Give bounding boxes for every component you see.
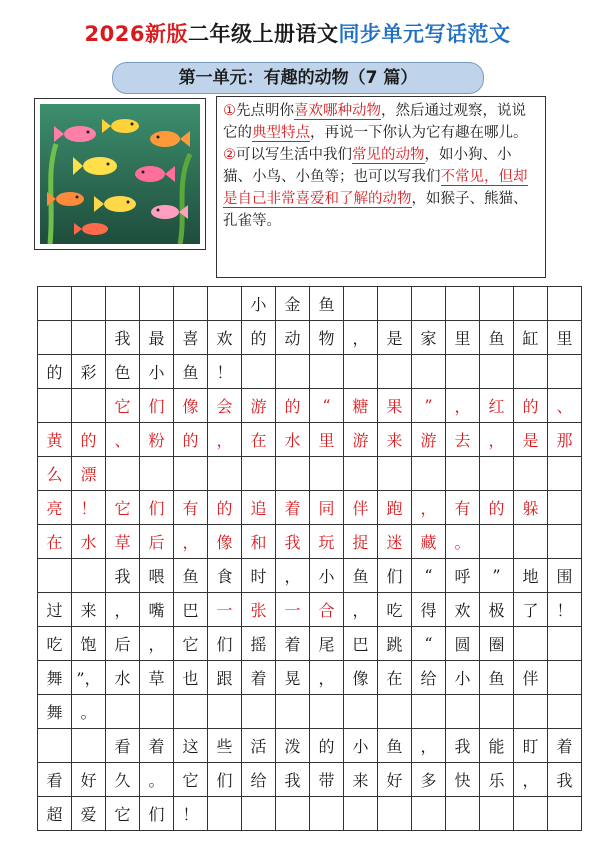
grid-cell — [242, 695, 276, 729]
grid-cell: 喜 — [174, 321, 208, 355]
grid-cell — [514, 287, 548, 321]
tip-text: 可以写生活中我们 — [236, 147, 352, 163]
grid-cell: 家 — [412, 321, 446, 355]
grid-cell: 我 — [276, 525, 310, 559]
grid-cell: 来 — [72, 593, 106, 627]
grid-cell — [310, 797, 344, 831]
grid-cell: 给 — [412, 661, 446, 695]
grid-cell — [174, 457, 208, 491]
grid-cell: ！ — [174, 797, 208, 831]
grid-row — [38, 423, 582, 457]
grid-cell: 看 — [106, 729, 140, 763]
grid-cell: 像 — [208, 525, 242, 559]
grid-cell: 围 — [548, 559, 582, 593]
grid-cell — [344, 287, 378, 321]
grid-cell: 鱼 — [310, 287, 344, 321]
grid-row — [38, 661, 582, 695]
grid-cell: 极 — [480, 593, 514, 627]
grid-cell: 多 — [412, 763, 446, 797]
grid-cell: 像 — [174, 389, 208, 423]
grid-cell — [446, 797, 480, 831]
grid-cell: 躲 — [514, 491, 548, 525]
grid-cell — [140, 287, 174, 321]
grid-cell: 跟 — [208, 661, 242, 695]
grid-cell: 的 — [310, 729, 344, 763]
grid-cell: 尾 — [310, 627, 344, 661]
grid-cell: 游 — [344, 423, 378, 457]
grid-cell: 里 — [310, 423, 344, 457]
grid-cell: 超 — [38, 797, 72, 831]
grid-cell — [208, 695, 242, 729]
grid-cell: 的 — [480, 491, 514, 525]
grid-cell — [480, 695, 514, 729]
grid-cell: 们 — [140, 389, 174, 423]
grid-cell: 好 — [378, 763, 412, 797]
grid-cell: 漂 — [72, 457, 106, 491]
grid-cell — [480, 457, 514, 491]
grid-cell: 给 — [242, 763, 276, 797]
grid-cell: “ — [412, 559, 446, 593]
grid-cell: 游 — [242, 389, 276, 423]
grid-cell — [514, 355, 548, 389]
grid-cell: 喂 — [140, 559, 174, 593]
grid-row — [38, 729, 582, 763]
writing-tips-box — [216, 96, 546, 278]
grid-cell: 小 — [344, 729, 378, 763]
grid-cell: 亮 — [38, 491, 72, 525]
grid-cell: 它 — [174, 763, 208, 797]
grid-cell: 些 — [208, 729, 242, 763]
grid-cell — [344, 797, 378, 831]
grid-row — [38, 797, 582, 831]
grid-cell: 伴 — [344, 491, 378, 525]
grid-row — [38, 457, 582, 491]
grid-cell: ！ — [72, 491, 106, 525]
grid-cell: 小 — [446, 661, 480, 695]
grid-row — [38, 559, 582, 593]
grid-cell: 我 — [548, 763, 582, 797]
grid-cell: 、 — [548, 389, 582, 423]
grid-cell: 水 — [276, 423, 310, 457]
grid-cell: 草 — [106, 525, 140, 559]
grid-cell: 泼 — [276, 729, 310, 763]
grid-cell — [38, 559, 72, 593]
grid-cell: 后 — [140, 525, 174, 559]
grid-cell: 迷 — [378, 525, 412, 559]
grid-cell — [412, 797, 446, 831]
grid-cell — [208, 287, 242, 321]
grid-cell: 一 — [276, 593, 310, 627]
grid-row — [38, 763, 582, 797]
grid-cell: 后 — [106, 627, 140, 661]
grid-cell: 鱼 — [174, 355, 208, 389]
grid-cell: 在 — [378, 661, 412, 695]
essay-grid — [37, 286, 582, 831]
grid-cell: 带 — [310, 763, 344, 797]
grid-cell: 活 — [242, 729, 276, 763]
grid-cell: 色 — [106, 355, 140, 389]
grid-cell — [140, 457, 174, 491]
grid-cell: 们 — [208, 763, 242, 797]
grid-row — [38, 287, 582, 321]
grid-cell: 们 — [140, 797, 174, 831]
grid-cell: 地 — [514, 559, 548, 593]
grid-cell — [72, 729, 106, 763]
grid-cell — [480, 287, 514, 321]
grid-cell: 追 — [242, 491, 276, 525]
grid-cell: 这 — [174, 729, 208, 763]
grid-cell: ， — [480, 423, 514, 457]
grid-cell: 彩 — [72, 355, 106, 389]
grid-cell: 圈 — [480, 627, 514, 661]
grid-cell: 我 — [446, 729, 480, 763]
grid-cell: 来 — [378, 423, 412, 457]
unit-banner: 第一单元：有趣的动物（7 篇） — [112, 62, 484, 94]
grid-cell — [242, 355, 276, 389]
grid-cell: ， — [446, 389, 480, 423]
grid-row — [38, 355, 582, 389]
grid-cell: 在 — [38, 525, 72, 559]
grid-row — [38, 525, 582, 559]
grid-cell: 欢 — [208, 321, 242, 355]
grid-cell — [38, 389, 72, 423]
grid-cell: 过 — [38, 593, 72, 627]
grid-cell: 小 — [140, 355, 174, 389]
grid-cell: 鱼 — [480, 321, 514, 355]
grid-cell: ” — [480, 559, 514, 593]
grid-cell: 乐 — [480, 763, 514, 797]
tip-highlight: 喜欢哪种动物 — [294, 103, 381, 119]
grid-cell: 它 — [106, 797, 140, 831]
grid-cell — [276, 797, 310, 831]
goldfish-photo — [34, 98, 206, 250]
tip-paragraph-1 — [223, 100, 539, 144]
grid-cell: 呼 — [446, 559, 480, 593]
grid-row — [38, 491, 582, 525]
grid-cell — [378, 355, 412, 389]
grid-cell: 去 — [446, 423, 480, 457]
grid-cell — [38, 321, 72, 355]
grid-cell: 水 — [72, 525, 106, 559]
grid-cell: 巴 — [344, 627, 378, 661]
grid-cell: “ — [310, 389, 344, 423]
grid-cell: 。 — [140, 763, 174, 797]
grid-cell: 吃 — [378, 593, 412, 627]
grid-row — [38, 593, 582, 627]
grid-cell — [174, 695, 208, 729]
grid-cell: 摇 — [242, 627, 276, 661]
grid-row — [38, 389, 582, 423]
grid-cell: 吃 — [38, 627, 72, 661]
grid-cell — [378, 287, 412, 321]
grid-cell: ， — [208, 423, 242, 457]
grid-cell: 的 — [174, 423, 208, 457]
grid-cell: 跑 — [378, 491, 412, 525]
grid-cell: 合 — [310, 593, 344, 627]
grid-cell: 。 — [72, 695, 106, 729]
grid-cell: 会 — [208, 389, 242, 423]
grid-cell: 黄 — [38, 423, 72, 457]
grid-cell: ！ — [548, 593, 582, 627]
grid-cell: 它 — [106, 389, 140, 423]
grid-cell — [412, 287, 446, 321]
grid-cell: 在 — [242, 423, 276, 457]
grid-cell: 来 — [344, 763, 378, 797]
grid-cell: 欢 — [446, 593, 480, 627]
grid-cell — [514, 797, 548, 831]
grid-cell: 晃 — [276, 661, 310, 695]
tip-text: ，如小狗、小猫、小鸟、小鱼等；也可以写我们 — [223, 147, 512, 185]
grid-cell — [344, 695, 378, 729]
grid-cell: 的 — [38, 355, 72, 389]
grid-cell: 久 — [106, 763, 140, 797]
grid-cell: 鱼 — [480, 661, 514, 695]
grid-cell: 的 — [72, 423, 106, 457]
grid-cell: 它 — [106, 491, 140, 525]
grid-cell — [106, 287, 140, 321]
tip-text: ，再说一下你认为它有趣在哪儿。 — [310, 125, 528, 141]
tip-highlight: 不常见，但却是自己非常喜爱和了解的动物 — [223, 169, 528, 207]
grid-cell — [548, 695, 582, 729]
grid-cell: 伴 — [514, 661, 548, 695]
grid-cell: ， — [310, 661, 344, 695]
grid-cell: ” — [412, 389, 446, 423]
grid-cell — [548, 627, 582, 661]
grid-cell — [378, 695, 412, 729]
grid-cell: 么 — [38, 457, 72, 491]
grid-cell: ， — [514, 763, 548, 797]
grid-cell — [344, 457, 378, 491]
grid-cell: 像 — [344, 661, 378, 695]
grid-cell: ！ — [208, 355, 242, 389]
grid-cell: 草 — [140, 661, 174, 695]
grid-cell: 红 — [480, 389, 514, 423]
grid-cell: 得 — [412, 593, 446, 627]
grid-cell: 们 — [208, 627, 242, 661]
grid-cell: 的 — [276, 389, 310, 423]
grid-row — [38, 627, 582, 661]
grid-cell — [514, 627, 548, 661]
grid-cell — [344, 355, 378, 389]
grid-cell: “ — [412, 627, 446, 661]
tip-highlight: 典型特点 — [252, 125, 310, 141]
tip-text: ，然后通过观察，说说它的 — [223, 103, 526, 141]
grid-cell: 饱 — [72, 627, 106, 661]
grid-cell — [72, 287, 106, 321]
grid-cell — [548, 797, 582, 831]
grid-cell: 我 — [106, 321, 140, 355]
grid-cell — [72, 389, 106, 423]
grid-cell — [276, 695, 310, 729]
grid-cell — [480, 355, 514, 389]
grid-cell: 有 — [174, 491, 208, 525]
grid-cell — [276, 355, 310, 389]
grid-cell: 动 — [276, 321, 310, 355]
grid-cell: 是 — [378, 321, 412, 355]
grid-cell: 它 — [174, 627, 208, 661]
grid-cell — [548, 525, 582, 559]
grid-cell: ， — [174, 525, 208, 559]
grid-cell: 着 — [242, 661, 276, 695]
tip-text: ，如猴子、熊猫、孔雀等。 — [223, 191, 528, 229]
grid-cell — [378, 797, 412, 831]
tip-text: 先点明你 — [236, 103, 294, 119]
grid-cell — [72, 321, 106, 355]
grid-cell: 着 — [140, 729, 174, 763]
grid-cell: ， — [412, 729, 446, 763]
grid-cell: 水 — [106, 661, 140, 695]
grid-cell: 张 — [242, 593, 276, 627]
grid-cell — [548, 355, 582, 389]
grid-cell: ， — [344, 593, 378, 627]
grid-cell: 游 — [412, 423, 446, 457]
grid-cell: 的 — [242, 321, 276, 355]
grid-cell: 盯 — [514, 729, 548, 763]
grid-cell — [480, 797, 514, 831]
grid-cell: 藏 — [412, 525, 446, 559]
grid-cell: ， — [276, 559, 310, 593]
grid-cell: 里 — [446, 321, 480, 355]
grid-cell: 同 — [310, 491, 344, 525]
grid-cell — [514, 457, 548, 491]
grid-cell: 一 — [208, 593, 242, 627]
grid-cell: 着 — [276, 627, 310, 661]
grid-cell — [38, 729, 72, 763]
grid-cell: 里 — [548, 321, 582, 355]
grid-cell: 那 — [548, 423, 582, 457]
grid-cell: 和 — [242, 525, 276, 559]
grid-cell: 的 — [514, 389, 548, 423]
grid-cell: 、 — [106, 423, 140, 457]
grid-cell — [276, 457, 310, 491]
grid-cell — [446, 457, 480, 491]
grid-cell — [446, 695, 480, 729]
grid-cell: ， — [412, 491, 446, 525]
grid-cell — [514, 695, 548, 729]
grid-cell: 玩 — [310, 525, 344, 559]
grid-cell: 了 — [514, 593, 548, 627]
grid-cell: 看 — [38, 763, 72, 797]
title-grade: 二年级上册语文 — [187, 22, 339, 46]
grid-cell: 捉 — [344, 525, 378, 559]
grid-cell — [310, 457, 344, 491]
fish-tank-illustration — [40, 104, 200, 244]
grid-cell — [548, 491, 582, 525]
grid-cell: 是 — [514, 423, 548, 457]
grid-cell — [378, 457, 412, 491]
grid-cell: 也 — [174, 661, 208, 695]
grid-cell: 鱼 — [174, 559, 208, 593]
grid-cell: 鱼 — [378, 729, 412, 763]
grid-cell: ， — [106, 593, 140, 627]
grid-cell: 舞 — [38, 695, 72, 729]
grid-row — [38, 695, 582, 729]
grid-cell: 最 — [140, 321, 174, 355]
grid-cell — [208, 457, 242, 491]
title-topic: 同步单元写话范文 — [338, 22, 511, 46]
grid-cell — [548, 287, 582, 321]
grid-cell — [106, 457, 140, 491]
grid-cell — [174, 287, 208, 321]
grid-cell: 爱 — [72, 797, 106, 831]
grid-cell: 着 — [548, 729, 582, 763]
grid-cell: 糖 — [344, 389, 378, 423]
title-year: 2026新版 — [84, 22, 188, 46]
grid-cell: 们 — [378, 559, 412, 593]
grid-cell — [412, 457, 446, 491]
grid-cell: 嘴 — [140, 593, 174, 627]
grid-cell: 的 — [208, 491, 242, 525]
grid-cell — [310, 695, 344, 729]
grid-cell: 金 — [276, 287, 310, 321]
grid-cell — [548, 457, 582, 491]
grid-cell: 能 — [480, 729, 514, 763]
grid-cell: 圆 — [446, 627, 480, 661]
grid-cell: ， — [140, 627, 174, 661]
tip-highlight: 常见的动物 — [352, 147, 425, 163]
grid-cell — [480, 525, 514, 559]
grid-cell: 缸 — [514, 321, 548, 355]
grid-cell — [548, 661, 582, 695]
page-title — [0, 18, 595, 48]
grid-cell: 我 — [276, 763, 310, 797]
grid-cell: 舞 — [38, 661, 72, 695]
grid-cell: 果 — [378, 389, 412, 423]
tip-paragraph-2 — [223, 144, 539, 232]
grid-cell: 巴 — [174, 593, 208, 627]
grid-cell — [72, 559, 106, 593]
grid-cell — [242, 457, 276, 491]
grid-cell: 物 — [310, 321, 344, 355]
grid-cell — [310, 355, 344, 389]
grid-cell: ”， — [72, 661, 106, 695]
grid-cell: 快 — [446, 763, 480, 797]
grid-cell — [38, 287, 72, 321]
grid-cell — [140, 695, 174, 729]
grid-cell: 鱼 — [344, 559, 378, 593]
grid-cell: 。 — [446, 525, 480, 559]
tip-number: ① — [223, 103, 236, 119]
grid-cell — [242, 797, 276, 831]
grid-cell: 跳 — [378, 627, 412, 661]
grid-cell: 粉 — [140, 423, 174, 457]
grid-row — [38, 321, 582, 355]
grid-cell: 小 — [310, 559, 344, 593]
grid-cell: 们 — [140, 491, 174, 525]
grid-cell: 小 — [242, 287, 276, 321]
grid-cell — [446, 287, 480, 321]
grid-cell: 好 — [72, 763, 106, 797]
grid-cell — [446, 355, 480, 389]
grid-cell: 时 — [242, 559, 276, 593]
grid-cell: 食 — [208, 559, 242, 593]
tip-number: ② — [223, 147, 236, 163]
grid-cell: 着 — [276, 491, 310, 525]
grid-cell: 有 — [446, 491, 480, 525]
grid-cell — [106, 695, 140, 729]
grid-cell: ， — [344, 321, 378, 355]
grid-cell — [208, 797, 242, 831]
grid-cell — [412, 695, 446, 729]
grid-cell — [412, 355, 446, 389]
grid-cell — [514, 525, 548, 559]
grid-cell: 我 — [106, 559, 140, 593]
